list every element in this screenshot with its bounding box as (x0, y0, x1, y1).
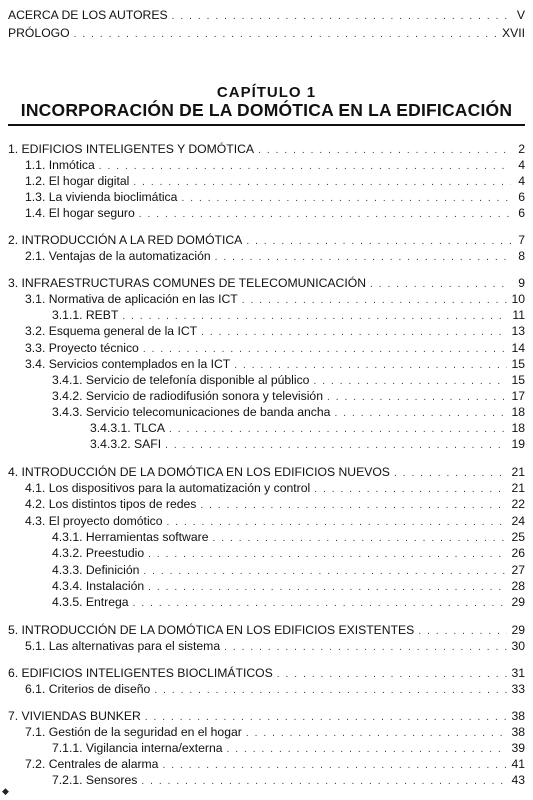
dot-leader (141, 774, 507, 789)
dot-leader (148, 580, 507, 595)
toc-entry-title: 7.1.1. Vigilancia interna/externa (52, 741, 223, 755)
toc-entry-section[interactable] (8, 465, 525, 481)
toc-entry-title: 3.2. Esquema general de la ICT (25, 324, 198, 338)
toc-entry-title: 7.2. Centrales de alarma (25, 757, 159, 771)
toc-entry-page: 41 (511, 757, 525, 771)
dot-leader (133, 596, 508, 611)
toc-entry-subsection[interactable] (25, 341, 525, 357)
toc-entry-section[interactable] (8, 142, 525, 158)
dot-leader (165, 438, 507, 453)
toc-entry-title: 4.3.4. Instalación (52, 579, 145, 593)
toc-entry-page: 15 (511, 357, 525, 371)
toc-entry-section[interactable] (8, 709, 525, 725)
toc-entry-page: 21 (511, 465, 525, 479)
toc-entry-subsection[interactable] (25, 514, 525, 530)
toc-entry-title: 4.3.1. Herramientas software (52, 530, 209, 544)
dot-leader (313, 374, 507, 389)
toc-entry-title: 5.1. Las alternativas para el sistema (25, 639, 221, 653)
toc-entry-subsection[interactable] (25, 757, 525, 773)
dot-leader (215, 250, 511, 265)
toc-entry-title: 5. INTRODUCCIÓN DE LA DOMÓTICA EN LOS EDIFICIOS EXISTENTES (8, 623, 415, 637)
toc-entry-subsection[interactable] (25, 682, 525, 698)
toc-entry-title: 7. VIVIENDAS BUNKER (8, 709, 141, 723)
toc-entry-title: 3.3. Proyecto técnico (25, 341, 139, 355)
toc-entry-subsection[interactable] (25, 206, 525, 222)
dot-leader (169, 422, 507, 437)
dot-leader (74, 27, 498, 42)
dot-leader (234, 358, 507, 373)
dot-leader (224, 640, 507, 655)
toc-entry-subsection[interactable] (25, 324, 525, 340)
toc-entry-title: 6.1. Criterios de diseño (25, 682, 151, 696)
toc-entry-section[interactable] (8, 666, 525, 682)
toc-entry-subsubsection[interactable] (52, 546, 525, 562)
toc-entry-title: ACERCA DE LOS AUTORES (8, 8, 168, 22)
toc-entry-subsection[interactable] (25, 174, 525, 190)
dot-leader (145, 710, 508, 725)
dot-leader (201, 325, 507, 340)
toc-entry-subsubsection[interactable] (52, 373, 525, 389)
toc-entry-subsection[interactable] (25, 725, 525, 741)
dot-leader (143, 564, 507, 579)
dot-leader (181, 191, 511, 206)
toc-entry-title: 2. INTRODUCCIÓN A LA RED DOMÓTICA (8, 233, 243, 247)
toc-entry-title: 1.4. El hogar seguro (25, 206, 135, 220)
toc-entry-subsection[interactable] (25, 481, 525, 497)
dot-leader (258, 143, 511, 158)
toc-entry-title: 3.1. Normativa de aplicación en las ICT (25, 292, 238, 306)
toc-entry-page: 6 (518, 190, 525, 204)
toc-entry-title: 1. EDIFICIOS INTELIGENTES Y DOMÓTICA (8, 142, 255, 156)
toc-entry-page: XVII (501, 26, 525, 40)
toc-entry-title: 2.1. Ventajas de la automatización (25, 249, 211, 263)
toc-entry-page: 31 (511, 666, 525, 680)
toc-entry-level4[interactable] (90, 437, 525, 453)
toc-entry-page: 29 (511, 623, 525, 637)
toc-entry-level4[interactable] (90, 421, 525, 437)
toc-entry-title: 3.4.3. Servicio telecomunicaciones de banda ancha (52, 405, 331, 419)
dot-leader (200, 498, 507, 513)
toc-entry-page: 7 (518, 233, 525, 247)
toc-entry-page: 13 (511, 324, 525, 338)
dot-leader (139, 207, 511, 222)
toc-entry-subsubsection[interactable] (52, 389, 525, 405)
toc-entry-subsubsection[interactable] (52, 741, 525, 757)
dot-leader (122, 309, 508, 324)
toc-entry-page: 9 (518, 276, 525, 290)
toc-entry-subsubsection[interactable] (52, 595, 525, 611)
toc-entry-subsubsection[interactable] (52, 530, 525, 546)
dot-leader (277, 667, 508, 682)
toc-entry-page: 26 (511, 546, 525, 560)
toc-entry-page: V (516, 8, 525, 22)
toc-entry-title: 3.4.1. Servicio de telefonía disponible al público (52, 373, 310, 387)
toc-entry-page: 27 (511, 563, 525, 577)
toc-entry-page: 2 (518, 142, 525, 156)
toc-entry-title: 1.2. El hogar digital (25, 174, 130, 188)
toc-entry-title: 4.2. Los distintos tipos de redes (25, 497, 197, 511)
toc-entry-front[interactable] (8, 8, 525, 24)
dot-leader (167, 515, 508, 530)
toc-entry-subsection[interactable] (25, 158, 525, 174)
toc-entry-subsubsection[interactable] (52, 405, 525, 421)
dot-leader (334, 406, 507, 421)
toc-entry-page: 10 (511, 292, 525, 306)
toc-entry-page: 19 (511, 437, 525, 451)
toc-entry-title: 6. EDIFICIOS INTELIGENTES BIOCLIMÁTICOS (8, 666, 273, 680)
toc-entry-title: 3. INFRAESTRUCTURAS COMUNES DE TELECOMUNICACIÓN (8, 276, 366, 290)
toc-entry-title: 1.1. Inmótica (25, 158, 95, 172)
toc-entry-subsection[interactable] (25, 292, 525, 308)
toc-entry-title: 7.2.1. Sensores (52, 773, 138, 787)
toc-entry-page: 25 (511, 530, 525, 544)
dot-leader (327, 390, 507, 405)
dot-leader (246, 234, 511, 249)
scan-mark: ◆ (2, 786, 9, 796)
toc-entry-subsubsection[interactable] (52, 563, 525, 579)
toc-entry-page: 8 (518, 249, 525, 263)
toc-entry-page: 18 (511, 405, 525, 419)
dot-leader (212, 531, 507, 546)
chapter-divider (8, 124, 525, 126)
toc-entry-section[interactable] (8, 276, 525, 292)
toc-entry-title: 7.1. Gestión de la seguridad en el hogar (25, 725, 242, 739)
toc-entry-page: 6 (518, 206, 525, 220)
toc-entry-subsection[interactable] (25, 190, 525, 206)
toc-entry-page: 38 (511, 709, 525, 723)
toc-entry-page: 29 (511, 595, 525, 609)
toc-entry-page: 11 (512, 308, 525, 322)
toc-entry-page: 38 (511, 725, 525, 739)
dot-leader (370, 277, 511, 292)
toc-entry-page: 43 (511, 773, 525, 787)
dot-leader (314, 482, 507, 497)
chapter-title: INCORPORACIÓN DE LA DOMÓTICA EN LA EDIFICACIÓN (20, 100, 513, 120)
toc-entry-page: 17 (511, 389, 525, 403)
toc-entry-subsection[interactable] (25, 639, 525, 655)
toc-entry-page: 21 (511, 481, 525, 495)
dot-leader (418, 624, 507, 639)
toc-entry-title: 3.4.2. Servicio de radiodifusión sonora y televisión (52, 389, 323, 403)
toc-entry-front[interactable] (8, 26, 525, 42)
dot-leader (133, 175, 511, 190)
toc-entry-section[interactable] (8, 233, 525, 249)
toc-entry-page: 14 (511, 341, 525, 355)
toc-entry-page: 33 (511, 682, 525, 696)
dot-leader (99, 159, 511, 174)
dot-leader (162, 758, 507, 773)
toc-entry-page: 18 (511, 421, 525, 435)
toc-entry-title: 4.3.5. Entrega (52, 595, 129, 609)
toc-entry-subsubsection[interactable] (52, 579, 525, 595)
toc-entry-section[interactable] (8, 623, 525, 639)
toc-entry-subsubsection[interactable] (52, 308, 525, 324)
toc-entry-title: 4. INTRODUCCIÓN DE LA DOMÓTICA EN LOS EDIFICIOS NUEVOS (8, 465, 390, 479)
toc-entry-page: 39 (511, 741, 525, 755)
toc-entry-page: 30 (511, 639, 525, 653)
toc-entry-title: 4.3.2. Preestudio (52, 546, 145, 560)
dot-leader (154, 683, 507, 698)
toc-entry-subsection[interactable] (25, 357, 525, 373)
dot-leader (172, 9, 511, 24)
toc-entry-page: 28 (511, 579, 525, 593)
toc-entry-title: 3.4. Servicios contemplados en la ICT (25, 357, 231, 371)
toc-entry-title: 4.1. Los dispositivos para la automatización y control (25, 481, 311, 495)
chapter-number: CAPÍTULO 1 (216, 84, 317, 101)
toc-entry-title: PRÓLOGO (8, 26, 70, 40)
toc-entry-title: 1.3. La vivienda bioclimática (25, 190, 178, 204)
dot-leader (143, 342, 508, 357)
toc-entry-title: 3.4.3.1. TLCA (90, 421, 165, 435)
toc-entry-title: 3.4.3.2. SAFI (90, 437, 162, 451)
toc-entry-page: 4 (518, 158, 525, 172)
toc-entry-page: 4 (518, 174, 525, 188)
toc-entry-subsubsection[interactable] (52, 773, 525, 789)
toc-entry-title: 4.3. El proyecto domótico (25, 514, 163, 528)
dot-leader (227, 742, 508, 757)
dot-leader (246, 726, 508, 741)
toc-entry-title: 3.1.1. REBT (52, 308, 119, 322)
toc-entry-subsection[interactable] (25, 249, 525, 265)
toc-entry-page: 22 (511, 497, 525, 511)
toc-entry-page: 24 (511, 514, 525, 528)
toc-entry-subsection[interactable] (25, 497, 525, 513)
dot-leader (242, 293, 508, 308)
toc-entry-page: 15 (511, 373, 525, 387)
dot-leader (394, 466, 508, 481)
dot-leader (148, 547, 507, 562)
toc-entry-title: 4.3.3. Definición (52, 563, 140, 577)
